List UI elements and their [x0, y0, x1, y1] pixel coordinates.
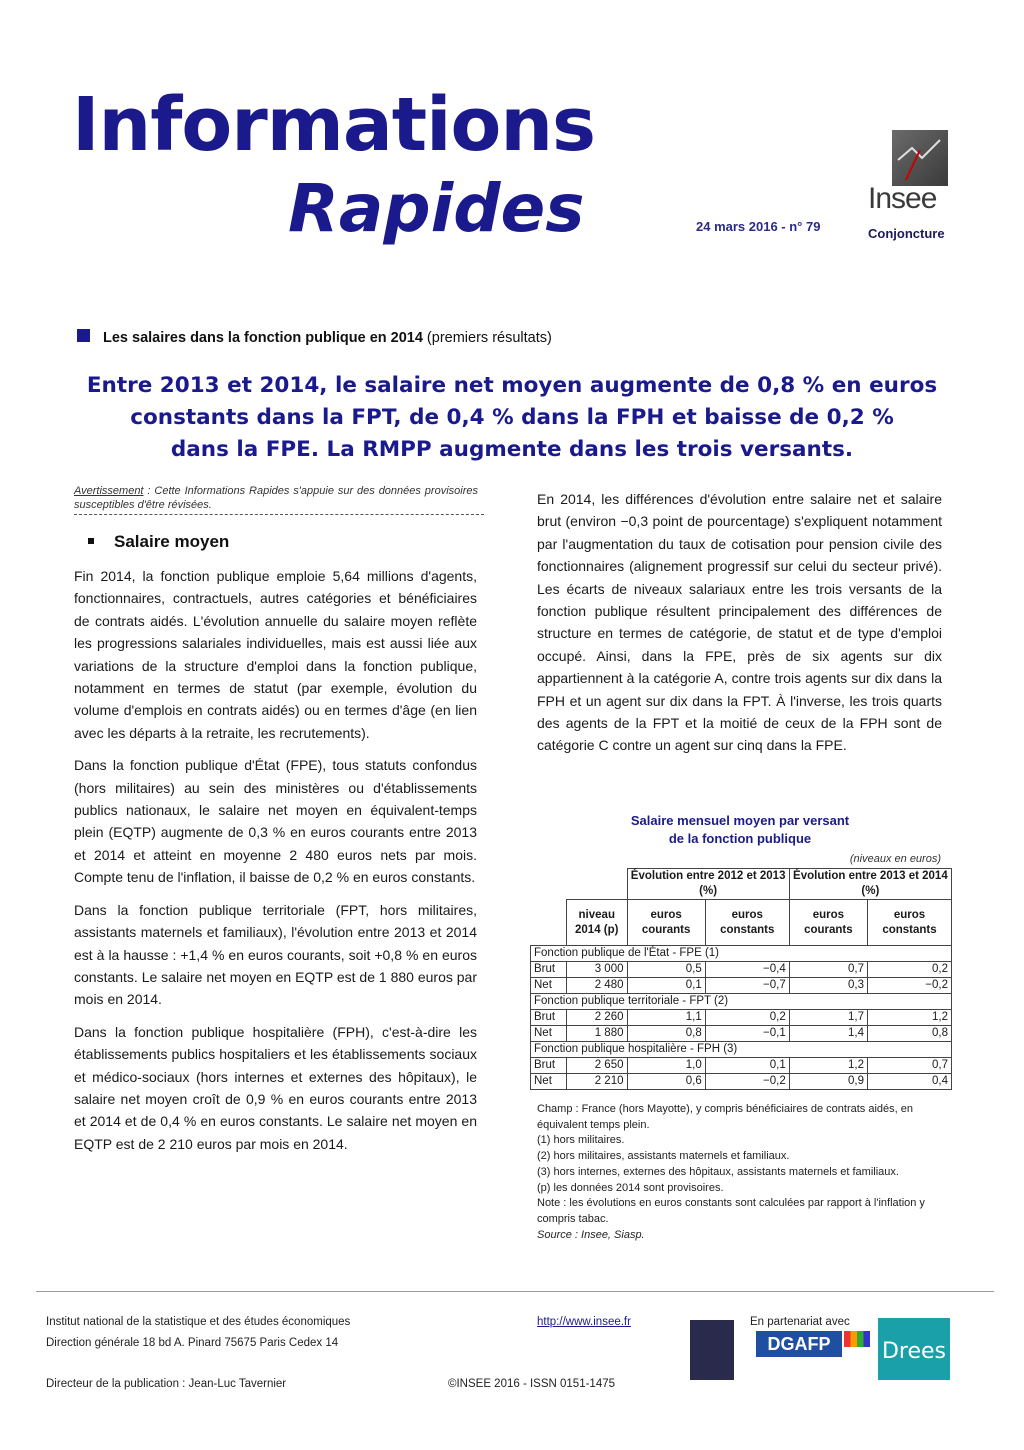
table-source: Source : Insee, Siasp.	[537, 1228, 645, 1241]
table-cell-level: 2 480	[567, 978, 628, 994]
table-cell-c2: 0,3	[789, 978, 867, 994]
header-current-euros-2: euros courants	[789, 900, 867, 946]
table-cell-c1: 0,1	[627, 978, 705, 994]
headline-line-2: constants dans la FPT, de 0,4 % dans la FPH et baisse de 0,2 %	[130, 405, 894, 430]
note-line: (2) hors militaires, assistants maternels et familiaux.	[537, 1150, 790, 1163]
right-column	[537, 488, 942, 767]
footer-institute: Institut national de la statistique et des études économiques	[46, 1316, 351, 1328]
table-group-row	[531, 946, 952, 962]
table-group-row	[531, 1042, 952, 1058]
section-bullet-icon	[88, 538, 94, 544]
headline-line-3: dans la FPE. La RMPP augmente dans les trois versants.	[170, 437, 854, 462]
table-row	[531, 1010, 952, 1026]
table-cell-k2: 0,8	[868, 1026, 952, 1042]
table-body	[531, 946, 952, 1090]
table-row	[531, 1074, 952, 1090]
table-cell-k1: 0,2	[705, 1010, 789, 1026]
drees-logo: Drees	[878, 1318, 950, 1380]
table-title-line-2: de la fonction publique	[668, 831, 812, 846]
header-current-euros-1: euros courants	[627, 900, 705, 946]
table-cell-c1: 0,6	[627, 1074, 705, 1090]
insee-logo-icon	[892, 130, 948, 186]
salary-table	[530, 868, 952, 1090]
masthead-title-informations: Informations	[72, 82, 596, 168]
table-cell-c1: 1,0	[627, 1058, 705, 1074]
warning-label: Avertissement	[74, 485, 144, 497]
table-cell-level: 2 260	[567, 1010, 628, 1026]
table-row	[531, 1058, 952, 1074]
table-cell-k1: −0,7	[705, 978, 789, 994]
dgafp-color-bars-icon	[844, 1331, 870, 1347]
table-cell-c1: 1,1	[627, 1010, 705, 1026]
table-cell-level: 2 650	[567, 1058, 628, 1074]
insee-logo-name: Insee	[868, 182, 937, 215]
table-cell-c2: 1,2	[789, 1058, 867, 1074]
masthead-title-rapides: Rapides	[288, 170, 585, 247]
publication-date-number: 24 mars 2016 - n° 79	[696, 219, 821, 234]
table-cell-level: 3 000	[567, 962, 628, 978]
header-evol-2013-2014: Évolution entre 2013 et 2014 (%)	[789, 869, 951, 900]
table-cell-c1: 0,8	[627, 1026, 705, 1042]
paragraph: Dans la fonction publique hospitalière (FPH), c'est-à-dire les établissements publics hospitaliers et les établissements sociaux et médico-sociaux (hors internes et externes des hôpitaux), le salaire net moyen croît de 0,9 % en euros courants entre 2013 et 2014 et de 0,4 % en euros constants. Le salaire net moyen en EQTP est de 2 210 euros par mois en 2014.	[74, 1023, 477, 1152]
table-corner	[531, 900, 567, 946]
table-cell-level: 2 210	[567, 1074, 628, 1090]
note-line: (3) hors internes, externes des hôpitaux, assistants maternels et familiaux.	[537, 1165, 899, 1178]
headline	[70, 370, 954, 466]
footer-address: Direction générale 18 bd A. Pinard 75675 Paris Cedex 14	[46, 1337, 339, 1349]
table-notes	[537, 1102, 937, 1243]
note-line: Note : les évolutions en euros constants sont calculées par rapport à l'inflation y compris tabac.	[537, 1197, 925, 1225]
paragraph: Dans la fonction publique territoriale (FPT, hors militaires, assistants maternels et familiaux), l'évolution entre 2013 et 2014 est à la hausse : +1,4 % en euros courants, soit +0,8 % en euros constants. Le salaire net moyen en EQTP est de 1 880 euros par mois en 2014.	[74, 901, 477, 1008]
insee-logo-graphic	[892, 130, 948, 186]
table-cell-c2: 0,9	[789, 1074, 867, 1090]
table-cell-k2: 0,2	[868, 962, 952, 978]
table-unit: (niveaux en euros)	[849, 853, 941, 865]
footer-partners-label: En partenariat avec	[750, 1316, 850, 1328]
table-cell-c2: 1,7	[789, 1010, 867, 1026]
table-cell-k2: 0,4	[868, 1074, 952, 1090]
table-cell-k1: −0,4	[705, 962, 789, 978]
table-group-label: Fonction publique de l'État - FPE (1)	[531, 946, 952, 962]
header-constant-euros-2: euros constants	[868, 900, 952, 946]
insee-logo-tagline: Conjoncture	[868, 226, 945, 241]
table-cell-c1: 0,5	[627, 962, 705, 978]
table-group-row	[531, 994, 952, 1010]
table-cell-k2: 0,7	[868, 1058, 952, 1074]
table-cell-label: Brut	[531, 1010, 567, 1026]
table-row	[531, 1026, 952, 1042]
table-group-label: Fonction publique hospitalière - FPH (3)	[531, 1042, 952, 1058]
warning-text: : Cette Informations Rapides s'appuie sur des données provisoires susceptibles d'être révisées.	[74, 485, 478, 511]
table-cell-label: Brut	[531, 1058, 567, 1074]
table-cell-k1: −0,1	[705, 1026, 789, 1042]
footer-director: Directeur de la publication : Jean-Luc Tavernier	[46, 1378, 287, 1390]
dgafp-logo: DGAFP	[756, 1331, 842, 1357]
table-group-label: Fonction publique territoriale - FPT (2)	[531, 994, 952, 1010]
headline-line-1: Entre 2013 et 2014, le salaire net moyen augmente de 0,8 % en euros	[86, 373, 938, 398]
table-corner	[567, 869, 628, 900]
table-row	[531, 978, 952, 994]
note-line: (1) hors militaires.	[537, 1134, 625, 1147]
header-evol-2012-2013: Évolution entre 2012 et 2013 (%)	[627, 869, 789, 900]
table-cell-label: Net	[531, 1074, 567, 1090]
table-cell-level: 1 880	[567, 1026, 628, 1042]
footer-copyright: ©INSEE 2016 - ISSN 0151-1475	[448, 1378, 616, 1390]
table-cell-k1: −0,2	[705, 1074, 789, 1090]
left-column	[74, 565, 477, 1165]
table-row	[531, 962, 952, 978]
table-title-line-1: Salaire mensuel moyen par versant	[630, 813, 850, 828]
table-title	[570, 812, 910, 848]
table-cell-k2: −0,2	[868, 978, 952, 994]
warning-note	[74, 484, 478, 512]
table-cell-label: Net	[531, 978, 567, 994]
table-corner	[531, 869, 567, 900]
rubric-bold: Les salaires dans la fonction publique en 2014	[103, 330, 423, 346]
table-cell-c2: 0,7	[789, 962, 867, 978]
rubric-normal: (premiers résultats)	[422, 330, 552, 346]
paragraph: Dans la fonction publique d'État (FPE), tous statuts confondus (hors militaires) au sein des ministères ou d'établissements publics nationaux, le salaire net moyen en équivalent-temps plein (EQTP) augmente de 0,3 % en euros courants entre 2013 et 2014 et atteint en moyenne 2 480 euros nets par mois. Compte tenu de l'inflation, il baisse de 0,2 % en euros constants.	[74, 757, 477, 886]
section-title: Salaire moyen	[114, 532, 230, 551]
header-constant-euros-1: euros constants	[705, 900, 789, 946]
table-cell-c2: 1,4	[789, 1026, 867, 1042]
paragraph: En 2014, les différences d'évolution entre salaire net et salaire brut (environ −0,3 point de pourcentage) s'expliquent notamment par l'augmentation du taux de cotisation pour pension civile des fonctionnaires (alignement progressif sur celui du secteur privé). Les écarts de niveaux salariaux entre les trois versants de la fonction publique résultent principalement des différences de structure en termes de catégorie, de statut et de type d'emploi occupé. Ainsi, dans la FPE, près de six agents sur dix appartiennent à la catégorie A, contre trois agents sur dix dans la FPH et un agent sur dix dans la FPT. À l'inverse, les trois quarts des agents de la FPT et la moitié de ceux de la FPH sont de catégorie C contre un agent sur cinq dans la FPE.	[537, 491, 942, 754]
warning-divider	[74, 514, 484, 515]
paragraph: Fin 2014, la fonction publique emploie 5,64 millions d'agents, fonctionnaires, contractuels, autres catégories et bénéficiaires de contrats aidés. L'évolution annuelle du salaire moyen reflète les progressions salariales individuelles, mais est aussi liée aux variations de la structure d'emploi dans la fonction publique, notamment en termes de statut (par exemple, évolution du volume d'emplois en contrats aidés) ou en termes d'âge (en lien avec les départs à la retraite, les recrutements).	[74, 568, 477, 741]
header-level-2014: niveau 2014 (p)	[567, 900, 628, 946]
table-cell-k1: 0,1	[705, 1058, 789, 1074]
table-cell-label: Net	[531, 1026, 567, 1042]
rubric-square-icon	[77, 329, 90, 342]
note-line: (p) les données 2014 sont provisoires.	[537, 1181, 724, 1194]
footer-divider	[36, 1291, 994, 1292]
footer-website-link[interactable]: http://www.insee.fr	[537, 1316, 631, 1328]
bdd-logo-icon	[690, 1320, 734, 1380]
note-line: Champ : France (hors Mayotte), y compris bénéficiaires de contrats aidés, en équivalent temps plein.	[537, 1103, 913, 1131]
rubric	[103, 330, 552, 346]
table-cell-k2: 1,2	[868, 1010, 952, 1026]
table-cell-label: Brut	[531, 962, 567, 978]
